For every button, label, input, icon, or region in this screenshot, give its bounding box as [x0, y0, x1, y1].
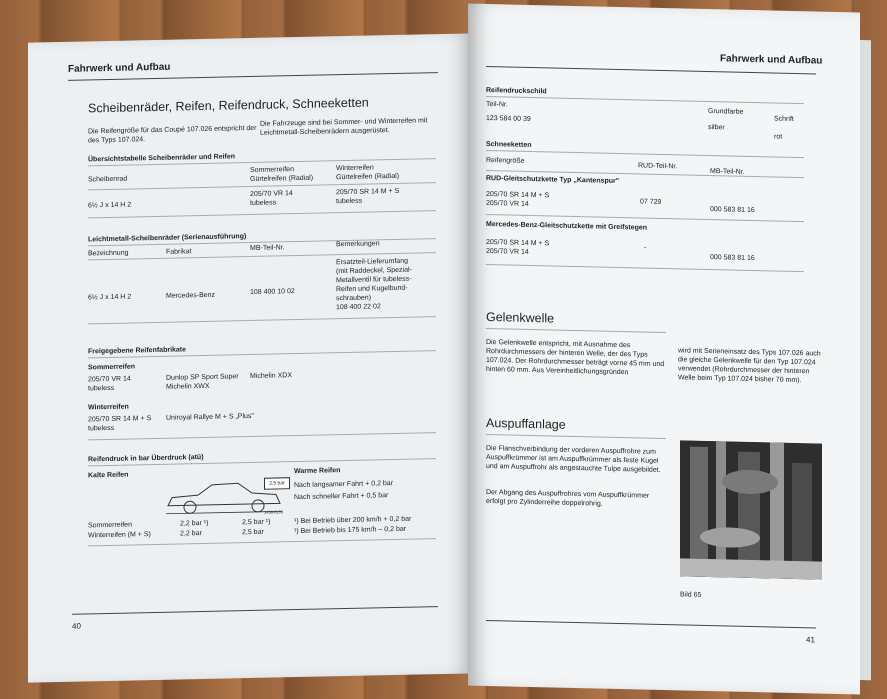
approved-summer-make2: Michelin XDX: [250, 372, 293, 381]
divider: [486, 328, 666, 333]
head-rule: [486, 66, 816, 74]
divider: [486, 150, 804, 158]
page-number-left: 40: [72, 621, 81, 631]
alloy-remarks: Ersatzteil-Lieferumfang (mit Raddeckel, Spezial- Metallventil für tubeless- Reifen und Kugelbund- schrauben) 108 400 22 02: [336, 257, 412, 312]
drive-shaft-text-right: wird mit Serieneinsatz des Typs 107.026 auch die gleiche Gelenkwelle für den Typ 107.024 verwendet (Rohrdurchmesser der hinteren Welle beim Typ 107.024 bisher 70 mm).: [678, 347, 821, 385]
warm-slow: Nach langsamer Fahrt + 0,2 bar: [294, 480, 394, 490]
cold-tyres-head: Kalte Reifen: [88, 471, 129, 480]
intro-left: Die Reifengröße für das Coupé 107.026 entspricht der des Typs 107.024.: [88, 124, 257, 145]
mb-chain-mb-part: 000 583 81 16: [710, 254, 755, 263]
alloy-title: Leichtmetall-Scheibenräder (Serienausführung): [88, 233, 247, 244]
rear-winter-pressure: 2,5 bar: [242, 528, 264, 537]
exhaust-title: Auspuffanlage: [486, 415, 566, 432]
mb-chain-sizes: 205/70 SR 14 M + S 205/70 VR 14: [486, 238, 550, 256]
mb-chain-part: -: [644, 244, 647, 252]
plate-silver: silber: [708, 123, 725, 132]
mb-chain-title: Mercedes-Benz-Gleitschutzkette mit Greifstegen: [486, 220, 648, 232]
alloy-col-remarks: Bemerkungen: [336, 240, 380, 249]
figure-caption: Bild 65: [680, 591, 702, 599]
page-number-right: 41: [806, 635, 815, 645]
exhaust-text-2: Der Abgang des Auspuffrohres vom Auspuffkrümmer erfolgt pro Zylinderreihe doppelrohrig.: [486, 488, 650, 508]
intro-right: Die Fahrzeuge sind bei Sommer- und Winterreifen mit Leichtmetall-Scheibenrädern ausgerüstet.: [260, 117, 428, 137]
overview-wheel: 6½ J x 14 H 2: [88, 201, 132, 210]
plate-number: 123 584 00 39: [486, 114, 531, 123]
pressure-title: Reifendruck in bar Überdruck (atü): [88, 453, 204, 464]
divider: [88, 538, 436, 546]
exhaust-photo-image: [680, 440, 822, 579]
row-winter-tyres: Winterreifen (M + S): [88, 531, 151, 540]
plate-col-lettering: Schrift: [774, 115, 794, 123]
plate-red: rot: [774, 133, 783, 141]
chains-col-rud: RUD-Teil-Nr.: [638, 162, 678, 171]
running-head-left: Fahrwerk und Aufbau: [68, 61, 171, 75]
alloy-designation: 6½ J x 14 H 2: [88, 293, 132, 302]
approved-winter-size: 205/70 SR 14 M + S tubeless: [88, 415, 152, 433]
rud-chain-part: 07 729: [640, 198, 662, 206]
drive-shaft-text-left: Die Gelenkwelle entspricht, mit Ausnahme des Rohrdurchmessers der hinteren Welle, der des Typs 107.024. Der Rohrdurchmesser beträgt vorne 45 mm und hinten 60 mm. Aus Vereinheitlichungsgründen: [486, 338, 665, 377]
footer-rule: [72, 606, 438, 615]
warm-fast: Nach schneller Fahrt + 0,5 bar: [294, 492, 389, 502]
figure-code: 1456-8103: [264, 509, 284, 515]
rud-chain-mb-part: 000 583 81 16: [710, 206, 755, 215]
divider: [486, 96, 804, 104]
chains-title: Schneeketten: [486, 140, 532, 149]
plate-title: Reifendruckschild: [486, 86, 547, 96]
pressure-plate-label: 2,5 bar: [264, 477, 290, 490]
running-head-right: Fahrwerk und Aufbau: [720, 53, 823, 67]
front-summer-pressure: 2,2 bar ¹): [180, 519, 209, 528]
approved-summer-head: Sommerreifen: [88, 363, 136, 372]
footer-rule: [486, 620, 816, 628]
alloy-col-make: Fabrikat: [166, 248, 192, 256]
section-title: Scheibenräder, Reifen, Reifendruck, Schneeketten: [88, 95, 369, 116]
alloy-col-part: MB-Teil-Nr.: [250, 244, 285, 253]
rear-summer-pressure: 2,5 bar ¹): [242, 518, 271, 527]
divider: [486, 434, 666, 439]
chains-col-size: Reifengröße: [486, 156, 525, 165]
alloy-col-designation: Bezeichnung: [88, 249, 129, 258]
front-winter-pressure: 2,2 bar: [180, 530, 202, 538]
rud-chain-sizes: 205/70 SR 14 M + S 205/70 VR 14: [486, 190, 550, 208]
approved-summer-makes: Dunlop SP Sport Super Michelin XWX: [166, 373, 239, 391]
overview-title: Übersichtstabelle Scheibenräder und Reifen: [88, 153, 236, 164]
left-page: [28, 33, 474, 682]
approved-title: Freigegebene Reifenfabrikate: [88, 346, 187, 356]
divider: [486, 264, 804, 272]
pressure-note-1: ¹) Bei Betrieb über 200 km/h + 0,2 bar: [294, 515, 412, 526]
right-page: [468, 4, 860, 695]
exhaust-text-1: Die Flanschverbindung der vorderen Auspuffrohre zum Auspuffkrümmer ist am Auspuffkrümmer als feste Kugel und am Auspuffrohr als angestauchte Tulpe ausgebildet.: [486, 444, 661, 474]
overview-col-wheel: Scheibenrad: [88, 175, 128, 184]
divider: [88, 210, 436, 218]
plate-col-part: Teil-Nr.: [486, 100, 508, 109]
row-summer-tyres: Sommerreifen: [88, 521, 132, 530]
overview-col-summer: Sommerreifen Gürtelreifen (Radial): [250, 166, 314, 184]
pressure-note-2: ¹) Bei Betrieb bis 175 km/h – 0,2 bar: [294, 525, 407, 536]
warm-tyres-head: Warme Reifen: [294, 467, 341, 476]
overview-col-winter: Winterreifen Gürtelreifen (Radial): [336, 164, 400, 182]
overview-summer: 205/70 VR 14 tubeless: [250, 190, 293, 208]
approved-winter-head: Winterreifen: [88, 403, 129, 412]
alloy-make: Mercedes-Benz: [166, 291, 216, 300]
divider: [88, 316, 436, 324]
approved-summer-size: 205/70 VR 14 tubeless: [88, 375, 131, 393]
drive-shaft-title: Gelenkwelle: [486, 309, 555, 326]
alloy-part-number: 108 400 10 02: [250, 288, 295, 297]
rud-chain-title: RUD-Gleitschutzkette Typ „Kantenspur": [486, 174, 620, 185]
chains-col-mb: MB-Teil-Nr.: [710, 168, 745, 176]
overview-winter: 205/70 SR 14 M + S tubeless: [336, 187, 400, 206]
exhaust-photo: [680, 440, 822, 579]
approved-winter-make: Uniroyal Rallye M + S „Plus": [166, 412, 254, 422]
plate-col-base-colour: Grundfarbe: [708, 107, 744, 116]
divider: [88, 432, 436, 440]
